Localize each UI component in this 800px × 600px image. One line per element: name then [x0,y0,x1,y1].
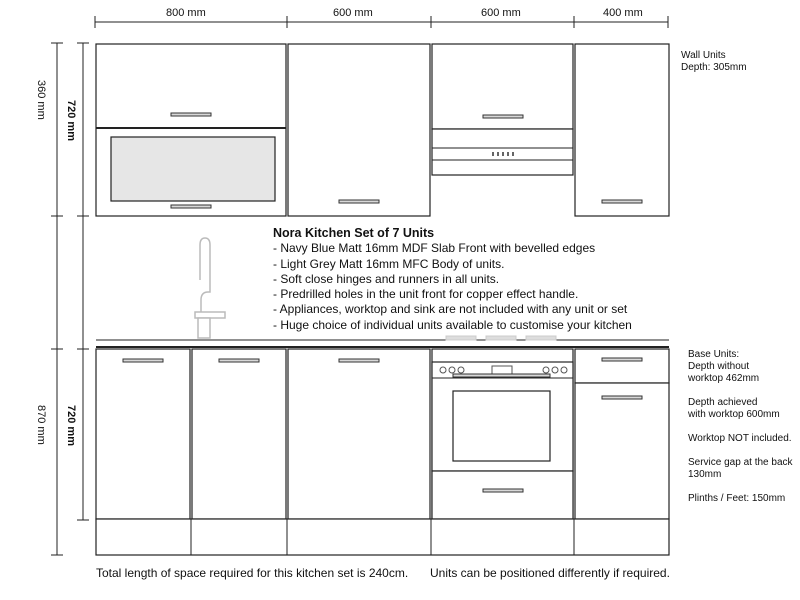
height-label-base-total: 870 mm [35,405,47,445]
height-label-wall-total: 360 mm [35,80,47,120]
handle [483,489,523,492]
oven-drawer [432,471,573,519]
worktop-note: Worktop NOT included. [688,433,792,444]
wall-unit-400 [575,44,669,216]
plinths-note: Plinths / Feet: 150mm [688,493,786,504]
total-length-note: Total length of space required for this kitchen set is 240cm. [96,566,409,580]
width-label-800: 800 mm [166,7,206,19]
hood-button [497,152,499,156]
product-title: Nora Kitchen Set of 7 Units [273,226,435,240]
base-unit-400-door [575,383,669,519]
oven-knob [440,367,446,373]
base-depth-line: Depth without [688,361,750,372]
hob-burner [446,336,476,340]
base-units [96,340,669,555]
hood-button [512,152,514,156]
oven-knob [458,367,464,373]
feature-item: - Huge choice of individual units available to customise your kitchen [273,317,632,332]
handle [483,115,523,118]
wall-units-note [681,50,791,74]
oven-display [492,366,512,374]
oven-knob [561,367,567,373]
base-achieved-line: Depth achieved [688,397,758,408]
oven-knob [449,367,455,373]
feature-item: - Predrilled holes in the unit front for copper effect handle. [273,287,579,302]
base-unit-400-drawer [575,349,669,383]
hood-button [502,152,504,156]
positioning-note: Units can be positioned differently if required. [430,566,670,580]
base-unit-800-right-door [192,349,286,519]
service-gap-line: Service gap at the back [688,457,793,468]
handle [339,359,379,362]
hob [446,336,556,340]
handle [171,113,211,116]
hob-burner [526,336,556,340]
service-gap-line: 130mm [688,469,722,480]
handle [171,205,211,208]
base-unit-600 [288,349,430,519]
hood-button [507,152,509,156]
width-label-600-left: 600 mm [333,7,373,19]
wall-units [96,44,669,216]
base-units-title: Base Units: [688,349,740,360]
feature-item: - Navy Blue Matt 16mm MDF Slab Front with bevelled edges [273,241,596,256]
glass-panel [111,137,275,201]
height-label-base-unit: 720 mm [65,405,77,446]
handle [123,359,163,362]
oven-handle [453,374,550,377]
handle [602,358,642,361]
hob-burner [486,336,516,340]
wall-units-depth: Depth: 305mm [681,62,747,73]
tap-base [198,318,210,338]
feature-item: - Light Grey Matt 16mm MFC Body of units. [273,256,505,271]
wall-units-title: Wall Units [681,50,726,61]
width-label-400: 400 mm [603,7,643,19]
wall-unit-600-left [288,44,430,216]
oven-knob [552,367,558,373]
handle [339,200,379,203]
hood-button [492,152,494,156]
oven-controls [440,366,567,374]
handle [602,200,642,203]
oven-knob [543,367,549,373]
oven-window [453,391,550,461]
height-label-wall-unit: 720 mm [65,100,77,141]
feature-item: - Soft close hinges and runners in all units. [273,271,500,286]
base-unit-800-left-door [96,349,190,519]
base-depth-line: worktop 462mm [688,373,760,384]
feature-item: - Appliances, worktop and sink are not included with any unit or set [273,302,628,317]
plinth [96,519,669,555]
base-achieved-line: with worktop 600mm [688,409,780,420]
tap-lever [195,312,225,318]
handle [602,396,642,399]
product-spec [273,226,632,333]
handle [219,359,259,362]
tap [195,238,225,338]
base-units-note [688,349,798,505]
width-label-600-right: 600 mm [481,7,521,19]
